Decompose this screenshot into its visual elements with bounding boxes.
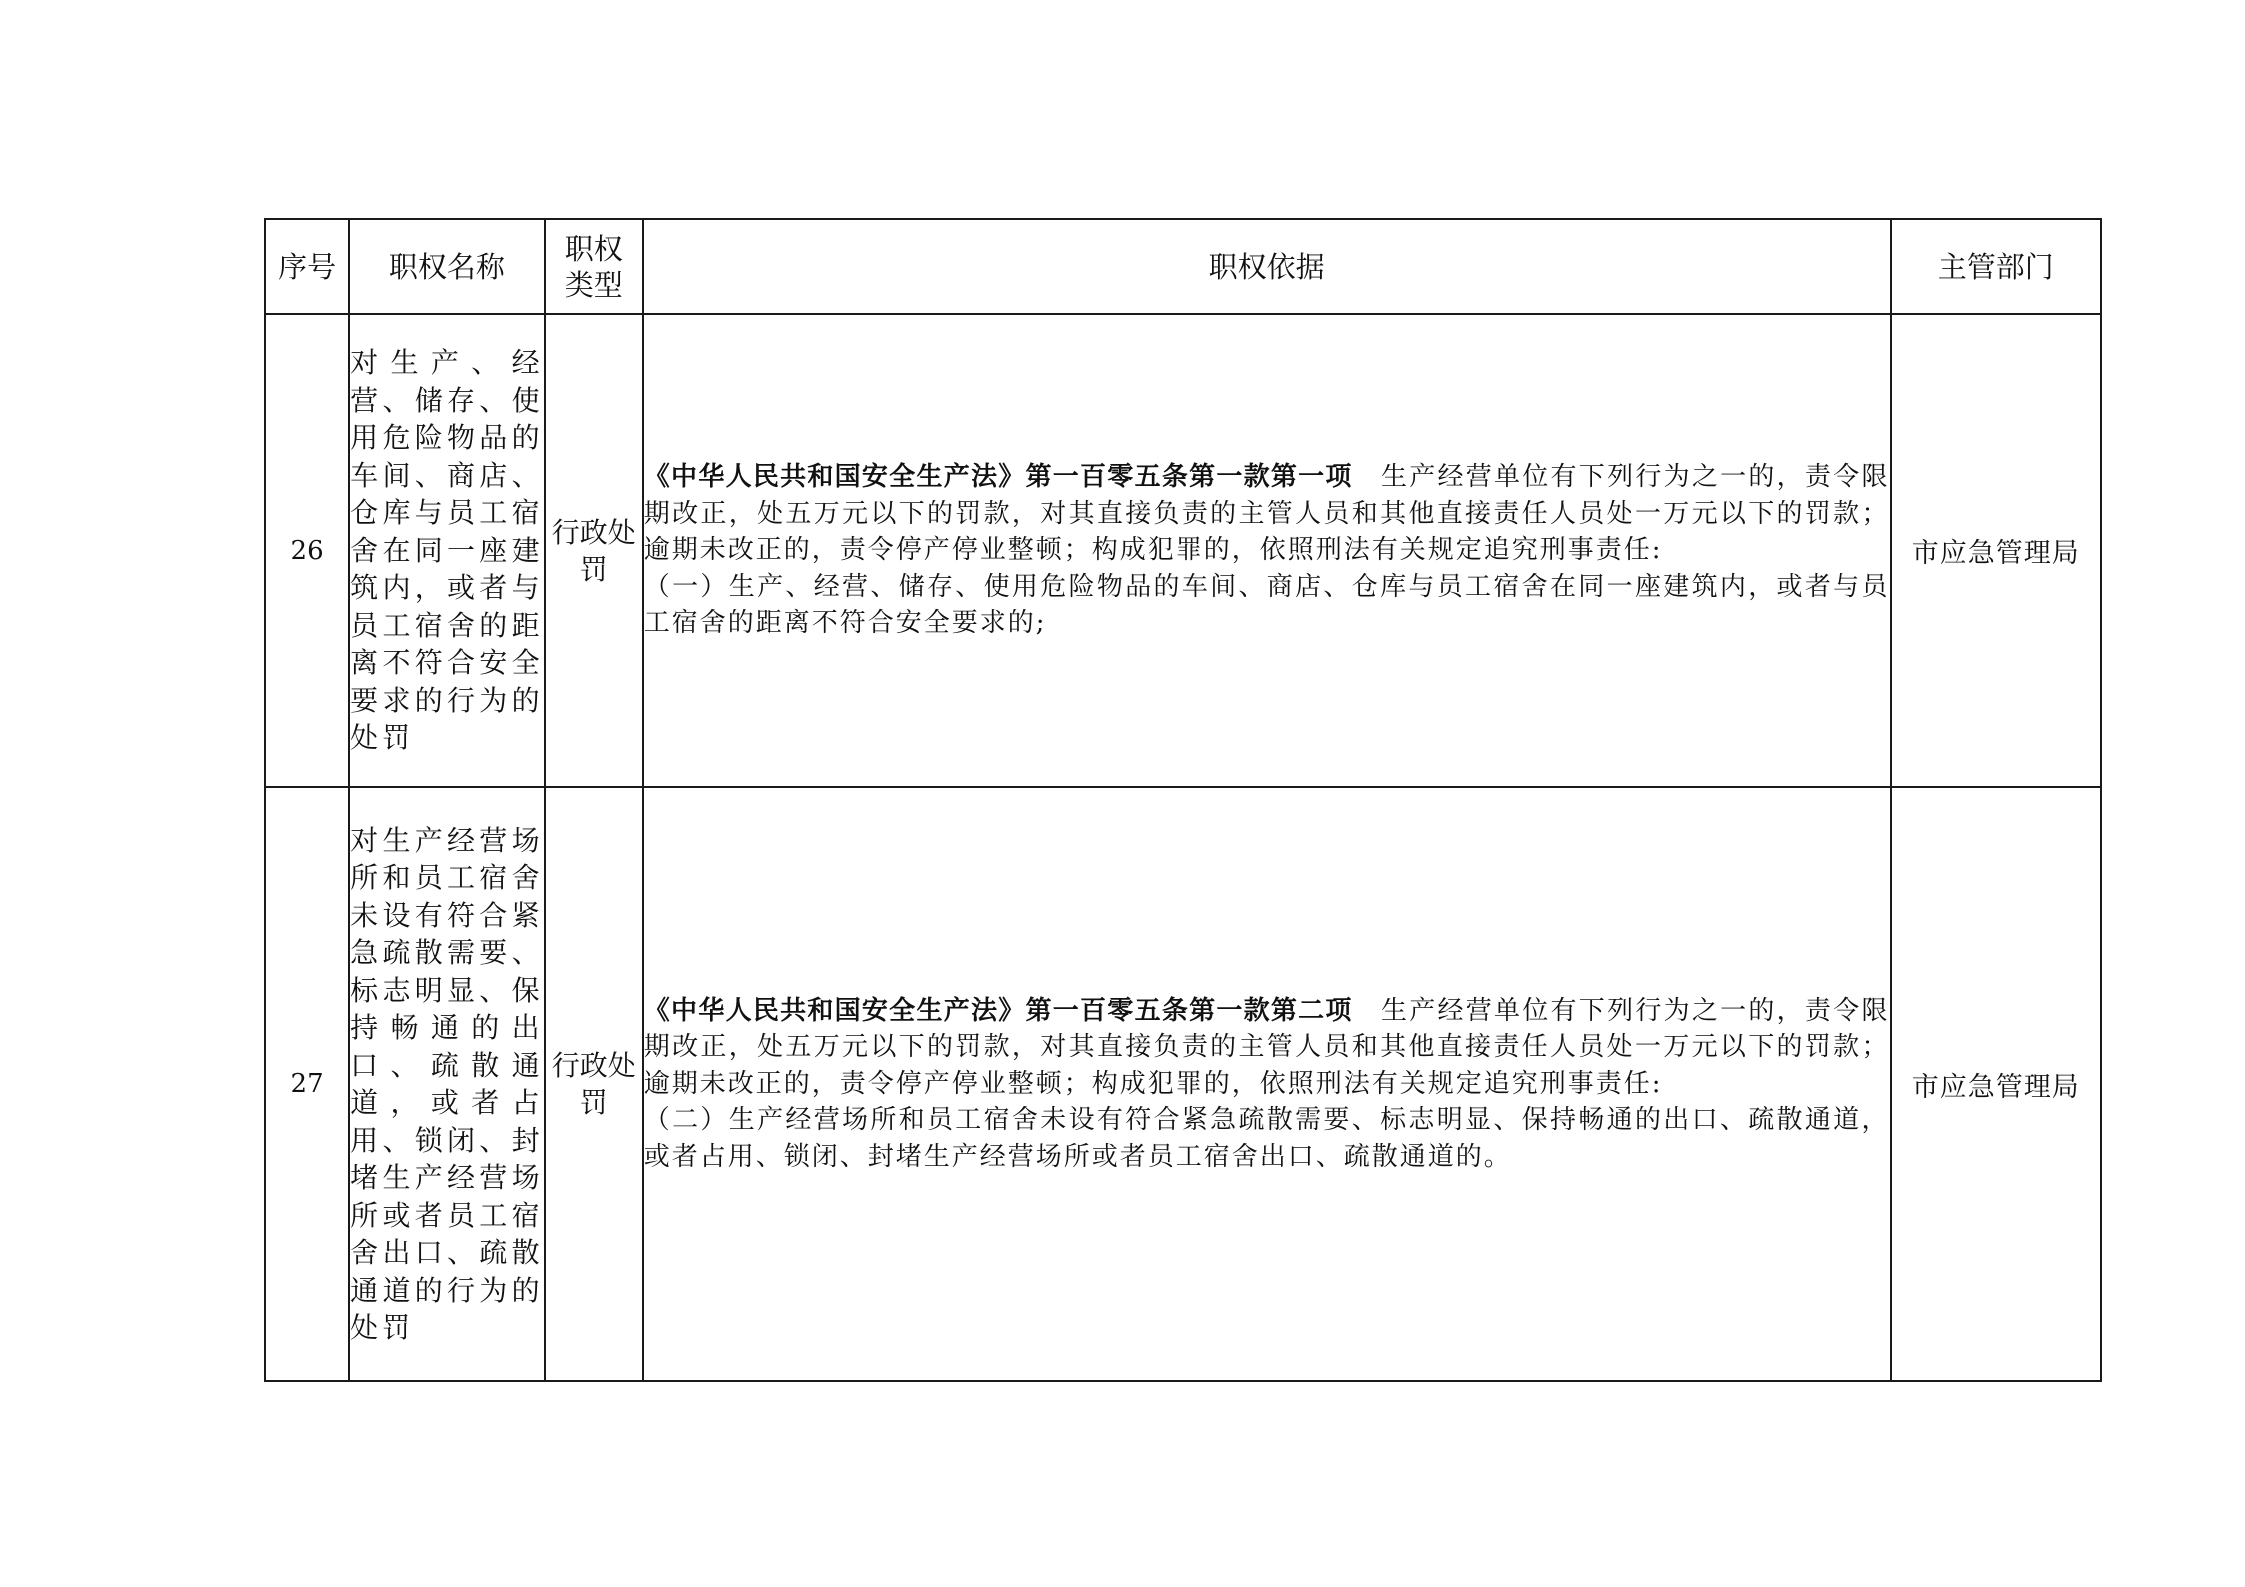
header-basis: 职权依据: [643, 219, 1891, 314]
law-item: （一）生产、经营、储存、使用危险物品的车间、商店、仓库与员工宿舍在同一座建筑内，或者与员工宿舍的距离不符合安全要求的;: [643, 571, 1890, 639]
table-header-row: [265, 219, 2101, 314]
header-name: 职权名称: [349, 219, 544, 314]
powers-table: [264, 218, 2102, 1382]
row-basis: [643, 787, 1891, 1381]
row-basis: [643, 314, 1891, 787]
row-type: 行政处罚: [545, 314, 643, 787]
row-seq: 26: [265, 314, 349, 787]
row-dept: 市应急管理局: [1891, 314, 2102, 787]
law-item: （二）生产经营场所和员工宿舍未设有符合紧急疏散需要、标志明显、保持畅通的出口、疏散通道，或者占用、锁闭、封堵生产经营场所或者员工宿舍出口、疏散通道的。: [643, 1105, 1890, 1172]
header-type: [545, 219, 643, 314]
header-dept: 主管部门: [1891, 219, 2102, 314]
header-type-label: 职权类型: [564, 231, 623, 302]
law-citation: 《中华人民共和国安全生产法》第一百零五条第一款第二项: [643, 995, 1353, 1026]
table-row: [265, 314, 2101, 787]
law-citation: 《中华人民共和国安全生产法》第一百零五条第一款第一项: [643, 462, 1353, 493]
table-row: [265, 787, 2101, 1381]
law-text: 生产经营单位有下列行为之一的，责令限期改正，处五万元以下的罚款，对其直接负责的主管人员和其他直接责任人员处一万元以下的罚款；逾期未改正的，责令停产停业整顿；构成犯罪的，依照刑法有关规定追究刑事责任:: [643, 462, 1890, 566]
header-seq: 序号: [265, 219, 349, 314]
row-name: 对生产经营场所和员工宿舍未设有符合紧急疏散需要、标志明显、保持畅通的出口、疏散通道，或者占用、锁闭、封堵生产经营场所或者员工宿舍出口、疏散通道的行为的处罚: [349, 787, 544, 1381]
law-text: 生产经营单位有下列行为之一的，责令限期改正，处五万元以下的罚款，对其直接负责的主管人员和其他直接责任人员处一万元以下的罚款；逾期未改正的，责令停产停业整顿；构成犯罪的，依照刑法有关规定追究刑事责任:: [643, 995, 1890, 1099]
row-dept: 市应急管理局: [1891, 787, 2102, 1381]
row-seq: 27: [265, 787, 349, 1381]
row-type: 行政处罚: [545, 787, 643, 1381]
row-name: 对生产、经营、储存、使用危险物品的车间、商店、仓库与员工宿舍在同一座建筑内，或者与员工宿舍的距离不符合安全要求的行为的处罚: [349, 314, 544, 787]
